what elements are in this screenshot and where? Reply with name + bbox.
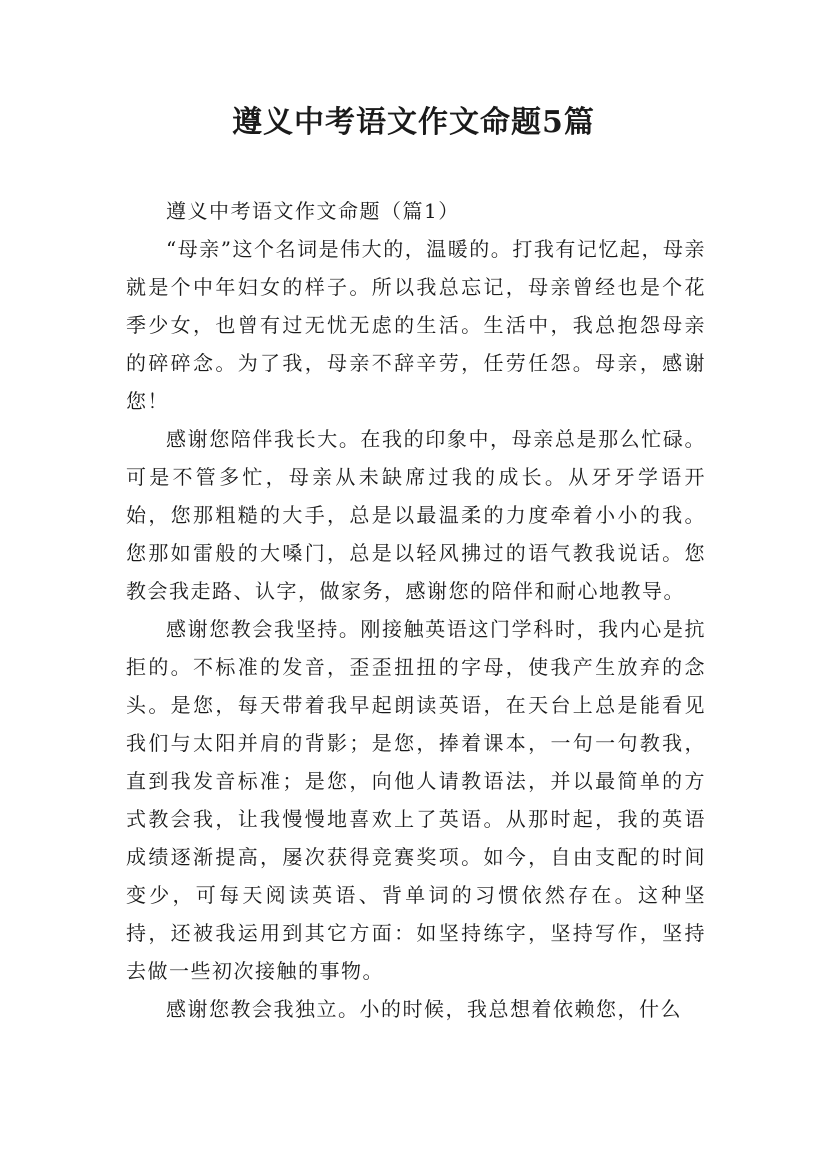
section-heading: 遵义中考语文作文命题（篇1） [166,199,460,223]
document-title: 遵义中考语文作文命题5篇 [232,105,595,140]
paragraph-1: “母亲”这个名词是伟大的，温暖的。打我有记忆起，母亲就是个中年妇女的样子。所以我总忘记，母亲曾经也是个花季少女，也曾有过无忧无虑的生活。生活中，我总抱怨母亲的碎碎念。为了我，母亲不辞辛劳，任劳任怨。母亲，感谢您！ [126,237,706,413]
paragraph-4: 感谢您教会我独立。小的时候，我总想着依赖您，什么 [166,997,682,1021]
document-body [126,192,706,1028]
paragraph-3: 感谢您教会我坚持。刚接触英语这门学科时，我内心是抗拒的。不标准的发音，歪歪扭扭的字母，使我产生放弃的念头。是您，每天带着我早起朗读英语，在天台上总是能看见我们与太阳并肩的背影；是您，捧着课本，一句一句教我，直到我发音标准；是您，向他人请教语法，并以最简单的方式教会我，让我慢慢地喜欢上了英语。从那时起，我的英语成绩逐渐提高，屡次获得竞赛奖项。如今，自由支配的时间变少，可每天阅读英语、背单词的习惯依然存在。这种坚持，还被我运用到其它方面：如坚持练字，坚持写作，坚持去做一些初次接触的事物。 [126,617,706,983]
paragraph-2: 感谢您陪伴我长大。在我的印象中，母亲总是那么忙碌。可是不管多忙，母亲从未缺席过我的成长。从牙牙学语开始，您那粗糙的大手，总是以最温柔的力度牵着小小的我。您那如雷般的大嗓门，总是以轻风拂过的语气教我说话。您教会我走路、认字，做家务，感谢您的陪伴和耐心地教导。 [126,427,706,603]
